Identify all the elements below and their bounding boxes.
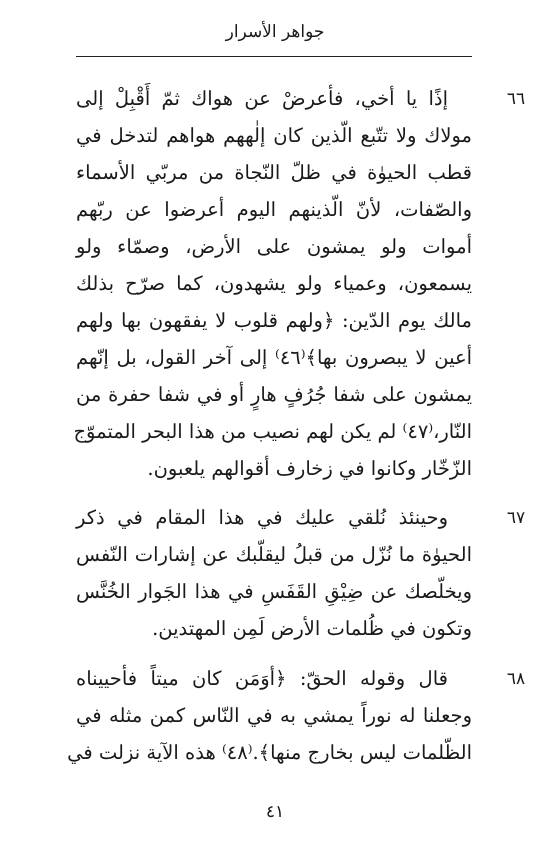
text-line: ويخلّصك عن ضِيْقِ القَفَسِ في هذا الجَوار الخُنَّس xyxy=(76,580,472,603)
text-line: مولاك ولا تتّبع الّذين كان إلٰههم هواهم لتدخل في xyxy=(76,124,472,147)
header-rule xyxy=(76,56,472,57)
page-number: ٤١ xyxy=(265,802,285,822)
text-line: قطب الحيوٰة في ظلّ النّجاة من مربّي الأسماء xyxy=(76,161,472,184)
text-line: قال وقوله الحقّ: ﴿أوَمَن كان ميتاً فأحييناه xyxy=(76,667,448,690)
text-line: مالك يوم الدّين: ﴿ولهم قلوب لا يفقهون بها ولهم xyxy=(76,309,472,332)
running-header-title: جواهر الأسرار xyxy=(225,22,325,42)
text-line: يمشون على شفا جُرُفٍ هارٍ أو في شفا حفرة من xyxy=(76,383,472,406)
text-line: أموات ولو يمشون على الأرض، وصمّاء ولو xyxy=(76,235,472,258)
paragraph-number: ٦٦ xyxy=(506,89,526,109)
text-line: وجعلنا له نوراً يمشي به في النّاس كمن مثله في xyxy=(76,704,472,727)
paragraph-number: ٦٧ xyxy=(506,508,526,528)
paragraph-number: ٦٨ xyxy=(506,669,526,689)
text-line: الظّلمات ليس بخارج منها﴾.⁽٤٨⁾ هذه الآية نزلت في xyxy=(67,741,472,764)
text-line: أعين لا يبصرون بها﴾⁽٤٦⁾ إلى آخر القول، بل إنّهم xyxy=(76,346,473,369)
text-line: وحينئذ نُلقي عليك في هذا المقام في ذكر xyxy=(76,506,448,529)
text-line: يسمعون، وعمياء ولو يشهدون، كما صرّح بذلك xyxy=(76,272,472,295)
text-line: وتكون في ظُلمات الأرض لَمِن المهتدين. xyxy=(152,617,472,640)
text-line: الحيوٰة ما نُزّل من قبلُ ليقلّبك عن إشارات النّفس xyxy=(76,543,472,566)
text-line: والصّفات، لأنّ الّذينهم اليوم أعرضوا عن ربّهم xyxy=(76,198,472,221)
text-line: الزّخّار وكانوا في زخارف أقوالهم يلعبون. xyxy=(147,457,472,480)
text-line: النّار،⁽٤٧⁾ لم يكن لهم نصيب من هذا البحر المتموّج xyxy=(73,420,472,443)
text-line: إذًا يا أخي، فأعرضْ عن هواك ثمّ أَقْبِلْ إلى xyxy=(76,87,448,110)
